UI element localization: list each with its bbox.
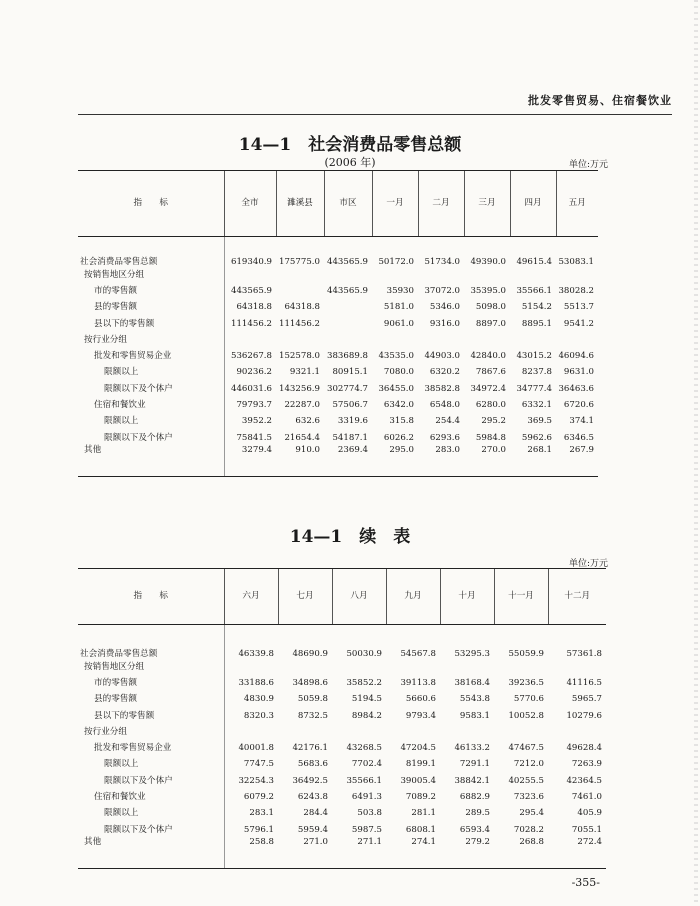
table-row: [78, 757, 606, 773]
table-row: [78, 675, 606, 691]
table-row: [78, 838, 606, 868]
table-cell: 443565.9: [224, 283, 276, 299]
table-cell: 9541.2: [563, 318, 594, 329]
table-cell: 75841.5: [224, 430, 276, 446]
table-cell: 268.1: [510, 446, 556, 476]
table-cell: 21654.4: [284, 432, 320, 443]
table-cell: [494, 724, 548, 740]
table-cell: 295.4: [519, 808, 544, 819]
running-header: 批发零售贸易、住宿餐饮业: [528, 94, 672, 107]
table-cell: 36463.6: [558, 383, 594, 394]
table-cell: 7089.2: [405, 792, 436, 803]
table-row: [78, 332, 598, 348]
row-label: 限额以上: [104, 367, 139, 378]
row-label: 住宿和餐饮业: [94, 792, 146, 803]
table-cell: 271.1: [332, 838, 386, 868]
table-cell: 279.2: [440, 838, 494, 868]
table-cell: 35566.1: [516, 285, 552, 296]
table-cell: 49628.4: [566, 743, 602, 754]
table-cell: 6332.1: [521, 400, 552, 411]
table-cell: [548, 724, 606, 740]
table-cell: [556, 332, 598, 348]
table-row: [78, 430, 598, 446]
row-label: 按行业分组: [84, 334, 127, 345]
row-label: 限额以下及个体户: [104, 432, 173, 443]
table-cell: [276, 283, 324, 299]
table-cell: 43015.2: [516, 351, 552, 362]
table-cell: 38842.1: [454, 775, 490, 786]
table-row: [78, 724, 606, 740]
table-cell: 5513.7: [563, 302, 594, 313]
table-cell: 111456.2: [278, 318, 320, 329]
table-cell: 6548.0: [429, 400, 460, 411]
page-number: -355-: [571, 876, 600, 889]
table-cell: 6342.0: [383, 400, 414, 411]
row-label: 按行业分组: [84, 726, 127, 737]
table-cell: 34777.4: [516, 383, 552, 394]
indicator-header: 指 标: [78, 569, 224, 625]
row-label: 社会消费品零售总额: [80, 649, 158, 660]
table-cell: 271.0: [278, 838, 332, 868]
table-cell: 2369.4: [324, 446, 372, 476]
column-header: 二月: [418, 171, 464, 237]
header-row: [78, 569, 606, 625]
table-cell: 295.2: [481, 416, 506, 427]
table-cell: 5154.2: [521, 302, 552, 313]
table1-title: 14—1 社会消费品零售总额: [238, 135, 462, 155]
table-cell: 35930: [386, 285, 414, 296]
table-cell: 53083.1: [558, 257, 594, 268]
table-cell: 7263.9: [571, 759, 602, 770]
table-row: [78, 283, 598, 299]
table2: [78, 568, 606, 869]
table-cell: 9321.1: [289, 367, 320, 378]
column-header: 五月: [556, 171, 598, 237]
table-cell: 5059.8: [297, 694, 328, 705]
table-cell: 7461.0: [571, 792, 602, 803]
row-label: 县以下的零售额: [94, 318, 155, 329]
table-cell: 38168.4: [454, 677, 490, 688]
table-cell: [548, 659, 606, 675]
table-cell: 40001.8: [224, 740, 278, 756]
table-cell: [510, 267, 556, 283]
table-cell: 42176.1: [292, 743, 328, 754]
table-cell: 289.5: [465, 808, 490, 819]
table-cell: 295.0: [372, 446, 418, 476]
table-cell: 7055.1: [571, 824, 602, 835]
table-cell: 8897.0: [475, 318, 506, 329]
column-header: 全市: [224, 171, 276, 237]
table-cell: 283.1: [224, 805, 278, 821]
table-cell: 6243.8: [297, 792, 328, 803]
row-label: 其他: [78, 838, 224, 868]
row-label: 县以下的零售额: [94, 710, 155, 721]
table-row: [78, 348, 598, 364]
table-cell: 281.1: [411, 808, 436, 819]
table-cell: 6026.2: [383, 432, 414, 443]
table-cell: [276, 332, 324, 348]
table-cell: 267.9: [556, 446, 598, 476]
table-cell: [418, 332, 464, 348]
table-cell: 283.0: [418, 446, 464, 476]
row-label: 限额以上: [104, 808, 139, 819]
column-header: 七月: [278, 569, 332, 625]
table-cell: 369.5: [527, 416, 552, 427]
table-row: [78, 805, 606, 821]
table-cell: 10279.6: [566, 710, 602, 721]
table-cell: 39005.4: [400, 775, 436, 786]
table-cell: 36455.0: [378, 383, 414, 394]
table-cell: 9061.0: [383, 318, 414, 329]
table-cell: 446031.6: [224, 381, 276, 397]
table-cell: [372, 332, 418, 348]
table-cell: [440, 659, 494, 675]
table-cell: [278, 724, 332, 740]
table-cell: 6320.2: [429, 367, 460, 378]
table-cell: 35566.1: [346, 775, 382, 786]
table-cell: 10052.8: [508, 710, 544, 721]
table-cell: [464, 267, 510, 283]
table-cell: 32254.3: [224, 773, 278, 789]
row-label: 县的零售额: [94, 694, 137, 705]
table-cell: [324, 332, 372, 348]
table-cell: [276, 267, 324, 283]
table-cell: 5181.0: [383, 302, 414, 313]
table-cell: 46133.2: [454, 743, 490, 754]
table-row: [78, 773, 606, 789]
table-cell: 374.1: [569, 416, 594, 427]
column-header: 一月: [372, 171, 418, 237]
table-cell: 80915.1: [332, 367, 368, 378]
table-cell: [464, 332, 510, 348]
column-header: 八月: [332, 569, 386, 625]
table-cell: 111456.2: [224, 316, 276, 332]
table-row: [78, 397, 598, 413]
table-cell: 7028.2: [513, 824, 544, 835]
table-row: [78, 237, 598, 267]
table-cell: 9631.0: [563, 367, 594, 378]
row-label: 按销售地区分组: [84, 661, 145, 672]
table-row: [78, 316, 598, 332]
table-cell: 46339.8: [224, 625, 278, 659]
table-cell: [332, 659, 386, 675]
row-label: 限额以下及个体户: [104, 775, 173, 786]
table-cell: [386, 724, 440, 740]
table-cell: 50172.0: [378, 257, 414, 268]
table2-title: 14—1 续 表: [289, 527, 411, 547]
table-cell: 284.4: [303, 808, 328, 819]
table-cell: 143256.9: [278, 383, 320, 394]
table-cell: 36492.5: [292, 775, 328, 786]
table-cell: 6280.0: [475, 400, 506, 411]
table-cell: [224, 332, 276, 348]
table-cell: 42840.0: [470, 351, 506, 362]
table-cell: [224, 267, 276, 283]
table-cell: 90236.2: [224, 365, 276, 381]
table-cell: 54187.1: [332, 432, 368, 443]
table-cell: [324, 267, 372, 283]
table-cell: 268.8: [494, 838, 548, 868]
row-label: 市的零售额: [94, 677, 137, 688]
table-cell: 35852.2: [346, 677, 382, 688]
table-cell: 47204.5: [400, 743, 436, 754]
table-cell: 54567.8: [400, 649, 436, 660]
table-cell: 258.8: [224, 838, 278, 868]
table-cell: 443565.9: [326, 257, 368, 268]
table-cell: 22287.0: [284, 400, 320, 411]
table-cell: 5962.6: [521, 432, 552, 443]
table-row: [78, 691, 606, 707]
column-header: 十月: [440, 569, 494, 625]
table-cell: 8199.1: [405, 759, 436, 770]
table-cell: 6882.9: [459, 792, 490, 803]
table-cell: 405.9: [577, 808, 602, 819]
table-row: [78, 446, 598, 476]
table-cell: 7747.5: [224, 757, 278, 773]
table-cell: 39113.8: [400, 677, 436, 688]
table-cell: 48690.9: [292, 649, 328, 660]
table-cell: 38028.2: [558, 285, 594, 296]
row-label: 限额以下及个体户: [104, 383, 173, 394]
table-cell: 64318.8: [284, 302, 320, 313]
table-cell: 57361.8: [566, 649, 602, 660]
table-cell: 49390.0: [470, 257, 506, 268]
table-cell: 47467.5: [508, 743, 544, 754]
table-cell: 632.6: [295, 416, 320, 427]
table-cell: 6593.4: [459, 824, 490, 835]
table-cell: 5098.0: [475, 302, 506, 313]
header-row: [78, 171, 598, 237]
table-row: [78, 299, 598, 315]
table-cell: 51734.0: [424, 257, 460, 268]
row-label: 限额以上: [104, 416, 139, 427]
table-cell: 274.1: [386, 838, 440, 868]
table1: [78, 170, 598, 477]
table-cell: [494, 659, 548, 675]
row-label: 按销售地区分组: [84, 269, 145, 280]
indicator-header: 指 标: [78, 171, 224, 237]
table-cell: 9583.1: [459, 710, 490, 721]
row-label: 社会消费品零售总额: [80, 257, 158, 268]
row-label: 批发和零售贸易企业: [94, 351, 172, 362]
table-cell: 5660.6: [405, 694, 436, 705]
table-cell: 9316.0: [429, 318, 460, 329]
table-cell: [418, 267, 464, 283]
table-cell: 7291.1: [459, 759, 490, 770]
table-row: [78, 789, 606, 805]
table-cell: 46094.6: [558, 351, 594, 362]
row-label: 限额以上: [104, 759, 139, 770]
table-cell: [332, 724, 386, 740]
column-header: 三月: [464, 171, 510, 237]
table-cell: [510, 332, 556, 348]
table-cell: 315.8: [389, 416, 414, 427]
table-cell: 4830.9: [224, 691, 278, 707]
table-cell: 40255.5: [508, 775, 544, 786]
column-header: 四月: [510, 171, 556, 237]
table-cell: 302774.7: [326, 383, 368, 394]
column-header: 六月: [224, 569, 278, 625]
table-cell: 6293.6: [429, 432, 460, 443]
column-header: 市区: [324, 171, 372, 237]
table-cell: [386, 659, 440, 675]
table-cell: 44903.0: [424, 351, 460, 362]
row-label: 县的零售额: [94, 302, 137, 313]
table-row: [78, 659, 606, 675]
table-cell: [556, 267, 598, 283]
table-cell: 6491.3: [351, 792, 382, 803]
table-cell: 43535.0: [378, 351, 414, 362]
table-cell: [324, 316, 372, 332]
table-cell: [372, 267, 418, 283]
table-cell: 152578.0: [278, 351, 320, 362]
table-cell: 43268.5: [346, 743, 382, 754]
table-cell: 6808.1: [405, 824, 436, 835]
table-row: [78, 381, 598, 397]
table1-unit: 单位:万元: [568, 160, 608, 170]
table-row: [78, 413, 598, 429]
table-cell: 50030.9: [346, 649, 382, 660]
table-cell: 383689.8: [326, 351, 368, 362]
table-cell: 34898.6: [292, 677, 328, 688]
table-row: [78, 708, 606, 724]
table-cell: 175775.0: [278, 257, 320, 268]
table-cell: [224, 724, 278, 740]
table-cell: 33188.6: [224, 675, 278, 691]
table1-subtitle: (2006 年): [324, 156, 376, 169]
table-row: [78, 267, 598, 283]
column-header: 十一月: [494, 569, 548, 625]
table-cell: 3952.2: [224, 413, 276, 429]
table-cell: [324, 299, 372, 315]
table-cell: 7323.6: [513, 792, 544, 803]
table-cell: [278, 659, 332, 675]
table-cell: 7080.0: [383, 367, 414, 378]
table-cell: 7867.6: [475, 367, 506, 378]
row-label: 住宿和餐饮业: [94, 400, 146, 411]
table-cell: 79793.7: [224, 397, 276, 413]
table-cell: 8732.5: [297, 710, 328, 721]
table-cell: 8895.1: [521, 318, 552, 329]
row-label: 市的零售额: [94, 285, 137, 296]
table-cell: 5346.0: [429, 302, 460, 313]
table-cell: 8237.8: [521, 367, 552, 378]
table-cell: 5543.8: [459, 694, 490, 705]
table-cell: 5796.1: [224, 822, 278, 838]
table-cell: 39236.5: [508, 677, 544, 688]
table-cell: 5770.6: [513, 694, 544, 705]
table-cell: 5965.7: [571, 694, 602, 705]
table-cell: 910.0: [276, 446, 324, 476]
table-cell: [440, 724, 494, 740]
table-cell: 5959.4: [297, 824, 328, 835]
row-label: 批发和零售贸易企业: [94, 743, 172, 754]
table-cell: 270.0: [464, 446, 510, 476]
table-cell: 272.4: [548, 838, 606, 868]
row-label: 限额以下及个体户: [104, 824, 173, 835]
table-cell: 619340.9: [224, 237, 276, 267]
table-cell: 6079.2: [224, 789, 278, 805]
table-cell: 55059.9: [508, 649, 544, 660]
table-row: [78, 822, 606, 838]
table-cell: 5984.8: [475, 432, 506, 443]
table-cell: 8320.3: [224, 708, 278, 724]
table-cell: 6720.6: [563, 400, 594, 411]
header-rule: [78, 114, 672, 115]
table-cell: 8984.2: [351, 710, 382, 721]
table-cell: 6346.5: [563, 432, 594, 443]
column-header: 濉溪县: [276, 171, 324, 237]
table-cell: 57506.7: [332, 400, 368, 411]
table-cell: 536267.8: [224, 348, 276, 364]
table-cell: 64318.8: [224, 299, 276, 315]
table-row: [78, 740, 606, 756]
table-cell: 42364.5: [566, 775, 602, 786]
table-cell: 53295.3: [454, 649, 490, 660]
table-cell: 41116.5: [566, 677, 602, 688]
column-header: 十二月: [548, 569, 606, 625]
table-row: [78, 625, 606, 659]
table-cell: 443565.9: [326, 285, 368, 296]
table2-unit: 单位:万元: [568, 559, 608, 569]
column-header: 九月: [386, 569, 440, 625]
table-cell: 254.4: [435, 416, 460, 427]
table-cell: 7212.0: [513, 759, 544, 770]
table-cell: 5987.5: [351, 824, 382, 835]
table-cell: 5683.6: [297, 759, 328, 770]
table-cell: 49615.4: [516, 257, 552, 268]
table-cell: 9793.4: [405, 710, 436, 721]
table-cell: 503.8: [357, 808, 382, 819]
table-cell: 38582.8: [424, 383, 460, 394]
table-cell: 3279.4: [224, 446, 276, 476]
table-cell: 5194.5: [351, 694, 382, 705]
table-cell: 7702.4: [351, 759, 382, 770]
table-cell: 35395.0: [470, 285, 506, 296]
row-label: 其他: [78, 446, 224, 476]
table-cell: 3319.6: [337, 416, 368, 427]
table-cell: [224, 659, 278, 675]
table-row: [78, 365, 598, 381]
table-cell: 34972.4: [470, 383, 506, 394]
table-cell: 37072.0: [424, 285, 460, 296]
